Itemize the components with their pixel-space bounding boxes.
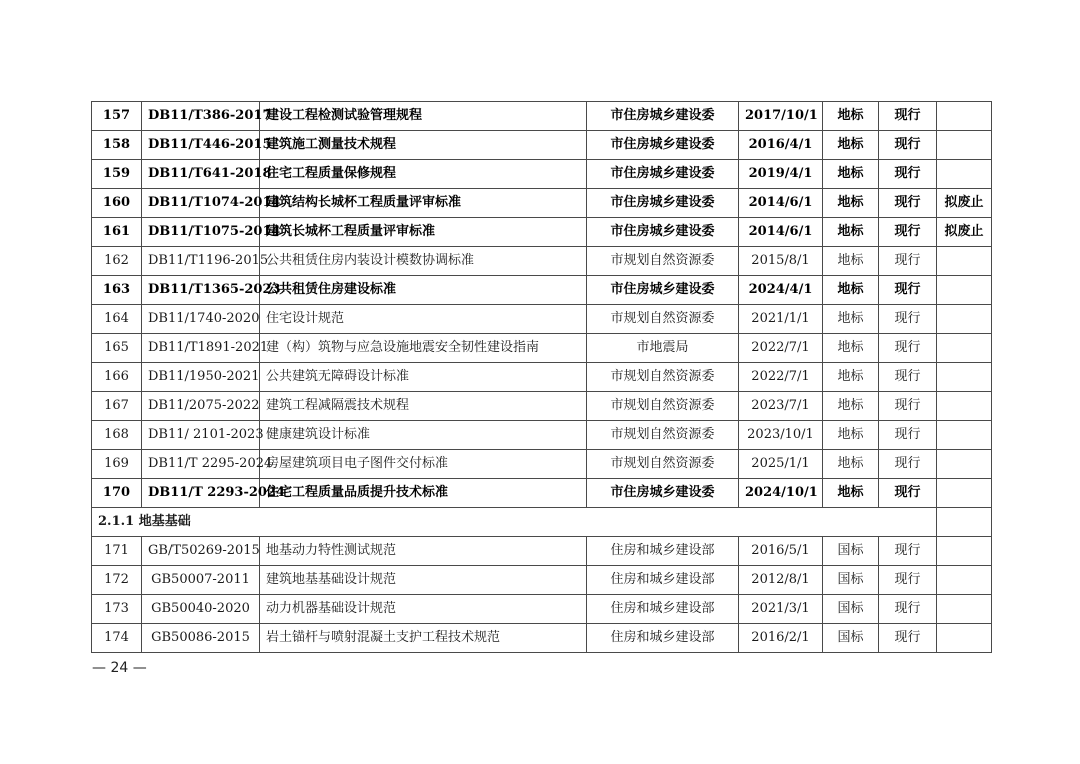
row-number-cell: 165: [92, 334, 142, 363]
row-number-cell: 168: [92, 421, 142, 450]
remark-cell: 拟废止: [937, 218, 992, 247]
issuing-department-cell: 市规划自然资源委: [587, 247, 739, 276]
table-row: [92, 189, 992, 218]
remark-cell: 拟废止: [937, 189, 992, 218]
standard-status-cell: 现行: [879, 276, 937, 305]
standard-name-cell: 建设工程检测试验管理规程: [260, 102, 587, 131]
issuing-department-cell: 市住房城乡建设委: [587, 189, 739, 218]
standard-code-cell: DB11/T 2295-2024: [142, 450, 260, 479]
issuing-department-cell: 市住房城乡建设委: [587, 102, 739, 131]
standard-level-cell: 国标: [823, 537, 879, 566]
remark-cell: [937, 131, 992, 160]
table-row: [92, 305, 992, 334]
standard-status-cell: 现行: [879, 392, 937, 421]
standard-level-cell: 地标: [823, 131, 879, 160]
table-row: [92, 595, 992, 624]
table-row: [92, 624, 992, 653]
standard-level-cell: 地标: [823, 334, 879, 363]
standard-name-cell: 公共建筑无障碍设计标准: [260, 363, 587, 392]
standard-level-cell: 地标: [823, 218, 879, 247]
table-row: [92, 160, 992, 189]
remark-cell: [937, 160, 992, 189]
standard-name-cell: 建筑地基基础设计规范: [260, 566, 587, 595]
effective-date-cell: 2015/8/1: [739, 247, 823, 276]
standard-level-cell: 国标: [823, 624, 879, 653]
standard-status-cell: 现行: [879, 624, 937, 653]
standard-name-cell: 住宅设计规范: [260, 305, 587, 334]
effective-date-cell: 2016/4/1: [739, 131, 823, 160]
page-number: — 24 —: [92, 660, 147, 676]
row-number-cell: 163: [92, 276, 142, 305]
standard-status-cell: 现行: [879, 131, 937, 160]
standard-name-cell: 公共租赁住房建设标准: [260, 276, 587, 305]
standard-status-cell: 现行: [879, 305, 937, 334]
standard-code-cell: DB11/ 2101-2023: [142, 421, 260, 450]
section-header-row: [92, 508, 992, 537]
standard-level-cell: 地标: [823, 160, 879, 189]
standard-status-cell: 现行: [879, 363, 937, 392]
remark-cell: [937, 450, 992, 479]
effective-date-cell: 2022/7/1: [739, 363, 823, 392]
standard-name-cell: 建筑长城杯工程质量评审标准: [260, 218, 587, 247]
standard-name-cell: 住宅工程质量保修规程: [260, 160, 587, 189]
standard-code-cell: GB/T50269-2015: [142, 537, 260, 566]
effective-date-cell: 2017/10/1: [739, 102, 823, 131]
standard-name-cell: 公共租赁住房内装设计模数协调标准: [260, 247, 587, 276]
standards-table: [91, 101, 992, 653]
effective-date-cell: 2012/8/1: [739, 566, 823, 595]
standard-name-cell: 地基动力特性测试规范: [260, 537, 587, 566]
standard-code-cell: GB50007-2011: [142, 566, 260, 595]
standard-code-cell: DB11/T641-2018: [142, 160, 260, 189]
standard-status-cell: 现行: [879, 160, 937, 189]
table-row: [92, 102, 992, 131]
standard-status-cell: 现行: [879, 218, 937, 247]
standard-code-cell: DB11/T1074-2014: [142, 189, 260, 218]
standard-level-cell: 地标: [823, 189, 879, 218]
effective-date-cell: 2016/5/1: [739, 537, 823, 566]
standard-code-cell: DB11/T1891-2021: [142, 334, 260, 363]
table-row: [92, 334, 992, 363]
standard-code-cell: DB11/1950-2021: [142, 363, 260, 392]
row-number-cell: 167: [92, 392, 142, 421]
table-row: [92, 131, 992, 160]
standard-level-cell: 地标: [823, 363, 879, 392]
standard-code-cell: DB11/2075-2022: [142, 392, 260, 421]
issuing-department-cell: 住房和城乡建设部: [587, 624, 739, 653]
effective-date-cell: 2025/1/1: [739, 450, 823, 479]
standard-name-cell: 建筑施工测量技术规程: [260, 131, 587, 160]
effective-date-cell: 2023/10/1: [739, 421, 823, 450]
effective-date-cell: 2021/3/1: [739, 595, 823, 624]
standard-level-cell: 地标: [823, 392, 879, 421]
table-row: [92, 392, 992, 421]
standard-name-cell: 房屋建筑项目电子图件交付标准: [260, 450, 587, 479]
standard-status-cell: 现行: [879, 421, 937, 450]
issuing-department-cell: 市住房城乡建设委: [587, 131, 739, 160]
table-row: [92, 566, 992, 595]
table-row: [92, 247, 992, 276]
standard-code-cell: DB11/1740-2020: [142, 305, 260, 334]
section-remark-cell: [937, 508, 992, 537]
standard-code-cell: DB11/T1365-2023: [142, 276, 260, 305]
issuing-department-cell: 住房和城乡建设部: [587, 537, 739, 566]
standard-level-cell: 国标: [823, 566, 879, 595]
standard-code-cell: DB11/T1196-2015: [142, 247, 260, 276]
effective-date-cell: 2024/10/1: [739, 479, 823, 508]
issuing-department-cell: 市住房城乡建设委: [587, 160, 739, 189]
standard-level-cell: 地标: [823, 305, 879, 334]
table-row: [92, 479, 992, 508]
standard-code-cell: DB11/T1075-2014: [142, 218, 260, 247]
standard-name-cell: 住宅工程质量品质提升技术标准: [260, 479, 587, 508]
issuing-department-cell: 市规划自然资源委: [587, 363, 739, 392]
standard-level-cell: 地标: [823, 421, 879, 450]
remark-cell: [937, 421, 992, 450]
table-row: [92, 537, 992, 566]
remark-cell: [937, 392, 992, 421]
standard-code-cell: DB11/T 2293-2024: [142, 479, 260, 508]
effective-date-cell: 2014/6/1: [739, 189, 823, 218]
table-row: [92, 421, 992, 450]
effective-date-cell: 2016/2/1: [739, 624, 823, 653]
standard-level-cell: 地标: [823, 479, 879, 508]
table-row: [92, 363, 992, 392]
effective-date-cell: 2021/1/1: [739, 305, 823, 334]
effective-date-cell: 2024/4/1: [739, 276, 823, 305]
remark-cell: [937, 479, 992, 508]
standard-name-cell: 建筑结构长城杯工程质量评审标准: [260, 189, 587, 218]
standard-status-cell: 现行: [879, 102, 937, 131]
row-number-cell: 166: [92, 363, 142, 392]
issuing-department-cell: 市地震局: [587, 334, 739, 363]
row-number-cell: 159: [92, 160, 142, 189]
standard-status-cell: 现行: [879, 189, 937, 218]
row-number-cell: 174: [92, 624, 142, 653]
issuing-department-cell: 住房和城乡建设部: [587, 595, 739, 624]
section-title: 2.1.1 地基基础: [92, 508, 937, 537]
remark-cell: [937, 537, 992, 566]
row-number-cell: 173: [92, 595, 142, 624]
standard-level-cell: 国标: [823, 595, 879, 624]
table-row: [92, 450, 992, 479]
standard-status-cell: 现行: [879, 566, 937, 595]
standard-name-cell: 建筑工程减隔震技术规程: [260, 392, 587, 421]
row-number-cell: 160: [92, 189, 142, 218]
table-row: [92, 218, 992, 247]
remark-cell: [937, 334, 992, 363]
effective-date-cell: 2014/6/1: [739, 218, 823, 247]
standard-level-cell: 地标: [823, 102, 879, 131]
row-number-cell: 158: [92, 131, 142, 160]
remark-cell: [937, 363, 992, 392]
row-number-cell: 164: [92, 305, 142, 334]
row-number-cell: 162: [92, 247, 142, 276]
issuing-department-cell: 市住房城乡建设委: [587, 276, 739, 305]
standard-code-cell: DB11/T446-2015: [142, 131, 260, 160]
issuing-department-cell: 市规划自然资源委: [587, 392, 739, 421]
issuing-department-cell: 市住房城乡建设委: [587, 479, 739, 508]
standard-level-cell: 地标: [823, 450, 879, 479]
row-number-cell: 157: [92, 102, 142, 131]
row-number-cell: 170: [92, 479, 142, 508]
standard-level-cell: 地标: [823, 247, 879, 276]
standard-status-cell: 现行: [879, 537, 937, 566]
standard-name-cell: 动力机器基础设计规范: [260, 595, 587, 624]
remark-cell: [937, 595, 992, 624]
remark-cell: [937, 624, 992, 653]
issuing-department-cell: 住房和城乡建设部: [587, 566, 739, 595]
table-row: [92, 276, 992, 305]
standard-status-cell: 现行: [879, 479, 937, 508]
row-number-cell: 172: [92, 566, 142, 595]
remark-cell: [937, 247, 992, 276]
standard-status-cell: 现行: [879, 334, 937, 363]
row-number-cell: 169: [92, 450, 142, 479]
remark-cell: [937, 102, 992, 131]
remark-cell: [937, 566, 992, 595]
standard-name-cell: 建（构）筑物与应急设施地震安全韧性建设指南: [260, 334, 587, 363]
remark-cell: [937, 276, 992, 305]
issuing-department-cell: 市规划自然资源委: [587, 421, 739, 450]
table-body: [92, 102, 992, 653]
effective-date-cell: 2022/7/1: [739, 334, 823, 363]
standard-name-cell: 岩土锚杆与喷射混凝土支护工程技术规范: [260, 624, 587, 653]
effective-date-cell: 2023/7/1: [739, 392, 823, 421]
standard-status-cell: 现行: [879, 450, 937, 479]
standard-status-cell: 现行: [879, 595, 937, 624]
row-number-cell: 171: [92, 537, 142, 566]
standard-name-cell: 健康建筑设计标准: [260, 421, 587, 450]
standard-status-cell: 现行: [879, 247, 937, 276]
standard-level-cell: 地标: [823, 276, 879, 305]
standard-code-cell: GB50040-2020: [142, 595, 260, 624]
effective-date-cell: 2019/4/1: [739, 160, 823, 189]
issuing-department-cell: 市规划自然资源委: [587, 450, 739, 479]
standard-code-cell: DB11/T386-2017: [142, 102, 260, 131]
remark-cell: [937, 305, 992, 334]
standard-code-cell: GB50086-2015: [142, 624, 260, 653]
issuing-department-cell: 市住房城乡建设委: [587, 218, 739, 247]
row-number-cell: 161: [92, 218, 142, 247]
issuing-department-cell: 市规划自然资源委: [587, 305, 739, 334]
